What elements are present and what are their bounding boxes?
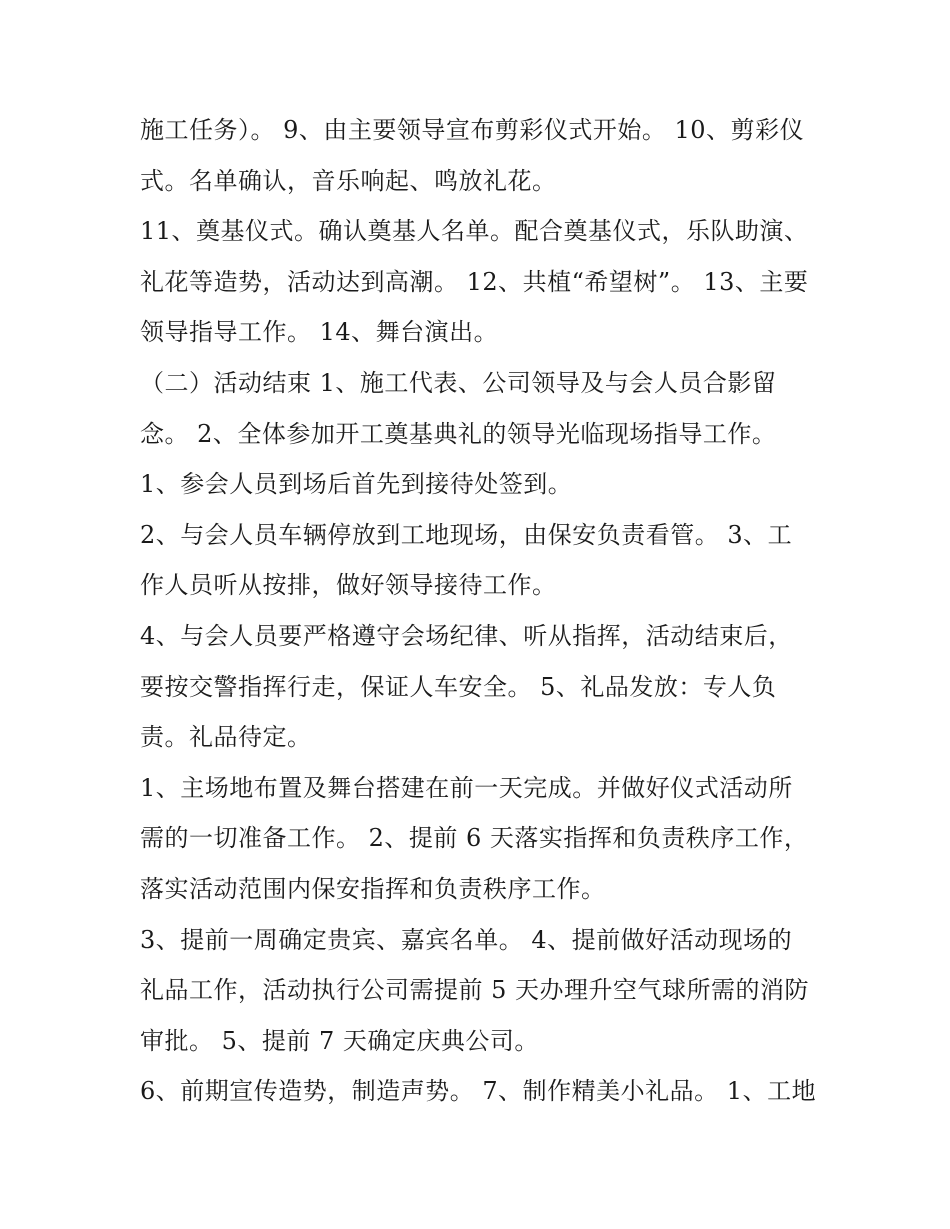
text-line: 2、与会人员车辆停放到工地现场，由保安负责看管。 3、工: [140, 521, 793, 549]
text-line: 6、前期宣传造势，制造声势。 7、制作精美小礼品。 1、工地: [140, 1077, 817, 1105]
text-line: 领导指导工作。 14、舞台演出。: [140, 318, 499, 346]
text-line: 礼花等造势，活动达到高潮。 12、共植“希望树”。 13、主要: [140, 268, 809, 296]
text-line: 念。 2、全体参加开工奠基典礼的领导光临现场指导工作。: [140, 420, 777, 448]
text-line: 要按交警指挥行走，保证人车安全。 5、礼品发放：专人负: [140, 673, 777, 701]
text-line: 需的一切准备工作。 2、提前 6 天落实指挥和负责秩序工作，: [140, 824, 809, 852]
text-line: 3、提前一周确定贵宾、嘉宾名单。 4、提前做好活动现场的: [140, 926, 793, 954]
text-line: 施工任务）。 9、由主要领导宣布剪彩仪式开始。 10、剪彩仪: [140, 116, 805, 144]
text-line: 式。名单确认，音乐响起、鸣放礼花。: [140, 167, 557, 195]
text-line: 审批。 5、提前 7 天确定庆典公司。: [140, 1027, 539, 1055]
text-line: 11、奠基仪式。确认奠基人名单。配合奠基仪式，乐队助演、: [140, 217, 809, 245]
text-line: 作人员听从按排，做好领导接待工作。: [140, 571, 557, 599]
text-line: 落实活动范围内保安指挥和负责秩序工作。: [140, 875, 606, 903]
text-line: 责。礼品待定。: [140, 723, 312, 751]
text-line: 1、主场地布置及舞台搭建在前一天完成。并做好仪式活动所: [140, 774, 793, 802]
text-line: （二）活动结束 1、施工代表、公司领导及与会人员合影留: [140, 369, 777, 397]
text-line: 1、参会人员到场后首先到接待处签到。: [140, 470, 573, 498]
text-line: 礼品工作，活动执行公司需提前 5 天办理升空气球所需的消防: [140, 976, 810, 1004]
text-line: 4、与会人员要严格遵守会场纪律、听从指挥，活动结束后，: [140, 622, 793, 650]
